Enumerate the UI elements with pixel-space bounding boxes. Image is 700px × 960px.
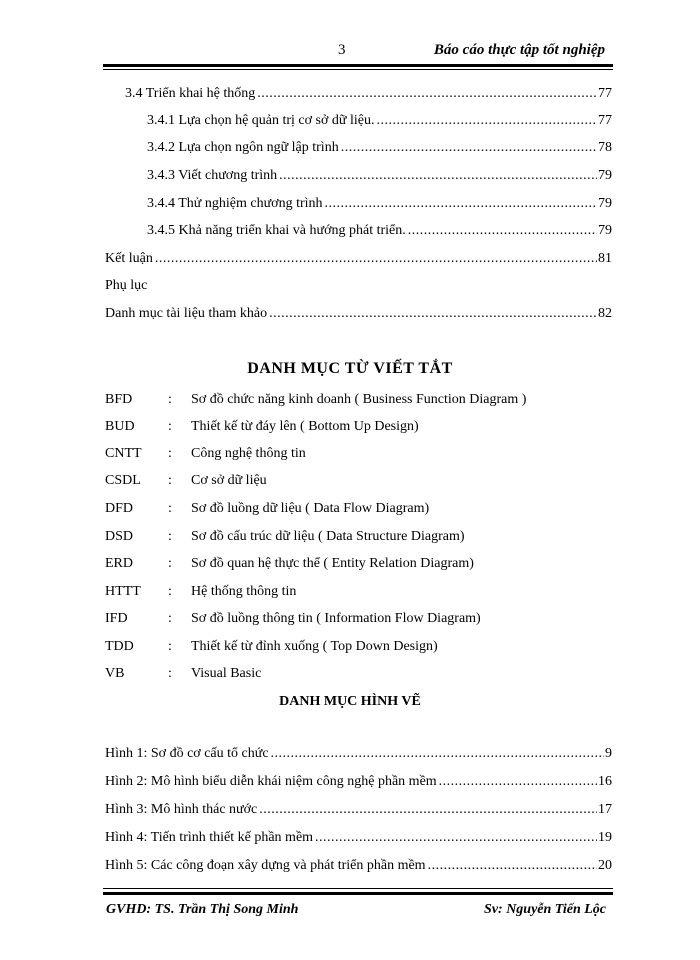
footer-supervisor: GVHD: TS. Trần Thị Song Minh — [106, 902, 299, 917]
figure-entry-text: Hình 4: Tiến trình thiết kế phần mềm — [105, 830, 314, 845]
abbreviation-colon: : — [168, 584, 172, 599]
abbreviation-colon: : — [168, 611, 172, 626]
abbreviation-colon: : — [168, 419, 172, 434]
header-page-number: 3 — [338, 42, 346, 58]
header-rule — [103, 64, 613, 67]
abbreviation-description: Thiết kế từ đỉnh xuống ( Top Down Design) — [191, 639, 438, 654]
toc-entry-page: 79 — [598, 196, 612, 211]
toc-leader-dots — [279, 168, 597, 184]
toc-entry — [147, 168, 612, 186]
abbreviation-code: CNTT — [105, 446, 142, 461]
abbreviation-code: DSD — [105, 529, 134, 544]
toc-leader-dots — [325, 196, 597, 212]
figure-entry-text: Hình 3: Mô hình thác nước — [105, 802, 258, 817]
header-title: Báo cáo thực tập tốt nghiệp — [433, 42, 605, 58]
figure-entry — [105, 858, 612, 876]
footer-rule — [103, 892, 613, 895]
toc-entry-page: 79 — [598, 168, 612, 183]
abbreviation-code: VB — [105, 666, 125, 681]
abbreviation-colon: : — [168, 556, 172, 571]
toc-entry — [105, 251, 612, 269]
toc-leader-dots — [155, 251, 597, 267]
figure-entry-text: Hình 5: Các công đoạn xây dựng và phát triển phần mềm — [105, 858, 426, 873]
toc-entry-page: 77 — [598, 86, 612, 101]
figure-entry — [105, 746, 612, 764]
toc-entry-text: 3.4.5 Khả năng triển khai và hướng phát triển. — [147, 223, 406, 238]
abbreviation-colon: : — [168, 529, 172, 544]
figure-entry-page: 20 — [598, 858, 612, 873]
footer-rule-thin — [103, 888, 613, 889]
figure-entry-page: 16 — [598, 774, 612, 789]
toc-leader-dots — [257, 86, 597, 102]
abbreviation-description: Công nghệ thông tin — [191, 446, 306, 461]
toc-leader-dots — [408, 223, 597, 239]
toc-entry-page: 82 — [598, 306, 612, 321]
figures-title: DANH MỤC HÌNH VẼ — [279, 694, 421, 709]
toc-entry — [147, 196, 612, 214]
figure-entry-text: Hình 2: Mô hình biểu diễn khái niệm công nghệ phần mềm — [105, 774, 437, 789]
abbreviation-code: HTTT — [105, 584, 141, 599]
abbreviation-colon: : — [168, 446, 172, 461]
abbreviation-code: TDD — [105, 639, 134, 654]
toc-entry-text: 3.4.1 Lựa chọn hệ quản trị cơ sở dữ liệu. — [147, 113, 375, 128]
toc-entry-page: 77 — [598, 113, 612, 128]
toc-entry-text: 3.4.4 Thử nghiệm chương trình — [147, 196, 323, 211]
toc-entry-text: 3.4.2 Lựa chọn ngôn ngữ lập trình — [147, 140, 339, 155]
abbreviation-code: DFD — [105, 501, 134, 516]
abbreviation-colon: : — [168, 639, 172, 654]
abbreviation-code: BFD — [105, 392, 133, 407]
abbreviation-description: Sơ đồ luồng dữ liệu ( Data Flow Diagram) — [191, 501, 430, 516]
toc-leader-dots — [377, 113, 598, 129]
toc-entry-page: 78 — [598, 140, 612, 155]
toc-entry — [147, 140, 612, 158]
abbreviation-description: Sơ đồ chức năng kinh doanh ( Business Function Diagram ) — [191, 392, 527, 407]
abbreviation-description: Cơ sở dữ liệu — [191, 473, 267, 488]
abbreviation-code: BUD — [105, 419, 135, 434]
figure-entry — [105, 774, 612, 792]
abbreviation-code: IFD — [105, 611, 128, 626]
figure-entry-page: 19 — [598, 830, 612, 845]
footer-student: Sv: Nguyễn Tiến Lộc — [484, 902, 606, 917]
abbreviation-colon: : — [168, 392, 172, 407]
toc-entry-text: Kết luận — [105, 251, 153, 266]
figure-entry — [105, 802, 612, 820]
figure-entry-text: Hình 1: Sơ đồ cơ cấu tổ chức — [105, 746, 269, 761]
abbreviation-description: Hệ thống thông tin — [191, 584, 297, 599]
abbreviation-description: Visual Basic — [191, 666, 262, 681]
toc-entry — [147, 223, 612, 241]
figure-leader-dots — [315, 830, 597, 846]
toc-entry — [147, 113, 612, 131]
abbreviations-title: DANH MỤC TỪ VIẾT TẮT — [247, 360, 453, 377]
abbreviation-colon: : — [168, 666, 172, 681]
toc-entry — [105, 306, 612, 324]
abbreviation-description: Sơ đồ quan hệ thực thể ( Entity Relation Diagram) — [191, 556, 474, 571]
figure-leader-dots — [259, 802, 597, 818]
toc-leader-dots — [341, 140, 597, 156]
figure-leader-dots — [428, 858, 597, 874]
toc-entry — [125, 86, 612, 104]
toc-entry-page: 79 — [598, 223, 612, 238]
abbreviation-description: Sơ đồ luồng thông tin ( Information Flow Diagram) — [191, 611, 481, 626]
toc-entry-text: 3.4.3 Viết chương trình — [147, 168, 278, 183]
abbreviation-description: Thiết kế từ đáy lên ( Bottom Up Design) — [191, 419, 419, 434]
abbreviation-description: Sơ đồ cấu trúc dữ liệu ( Data Structure Diagram) — [191, 529, 465, 544]
toc-entry-text: Danh mục tài liệu tham khảo — [105, 306, 268, 321]
abbreviation-code: CSDL — [105, 473, 141, 488]
toc-entry-page: 81 — [598, 251, 612, 266]
abbreviation-colon: : — [168, 473, 172, 488]
toc-entry-text: 3.4 Triển khai hệ thống — [125, 86, 256, 101]
figure-entry-page: 17 — [598, 802, 612, 817]
header-rule-thin — [103, 69, 613, 70]
figure-leader-dots — [271, 746, 604, 762]
abbreviation-colon: : — [168, 501, 172, 516]
figure-entry-page: 9 — [605, 746, 612, 761]
abbreviation-code: ERD — [105, 556, 133, 571]
toc-entry-no-page: Phụ lục — [105, 278, 148, 293]
figure-entry — [105, 830, 612, 848]
figure-leader-dots — [439, 774, 597, 790]
toc-leader-dots — [269, 306, 597, 322]
